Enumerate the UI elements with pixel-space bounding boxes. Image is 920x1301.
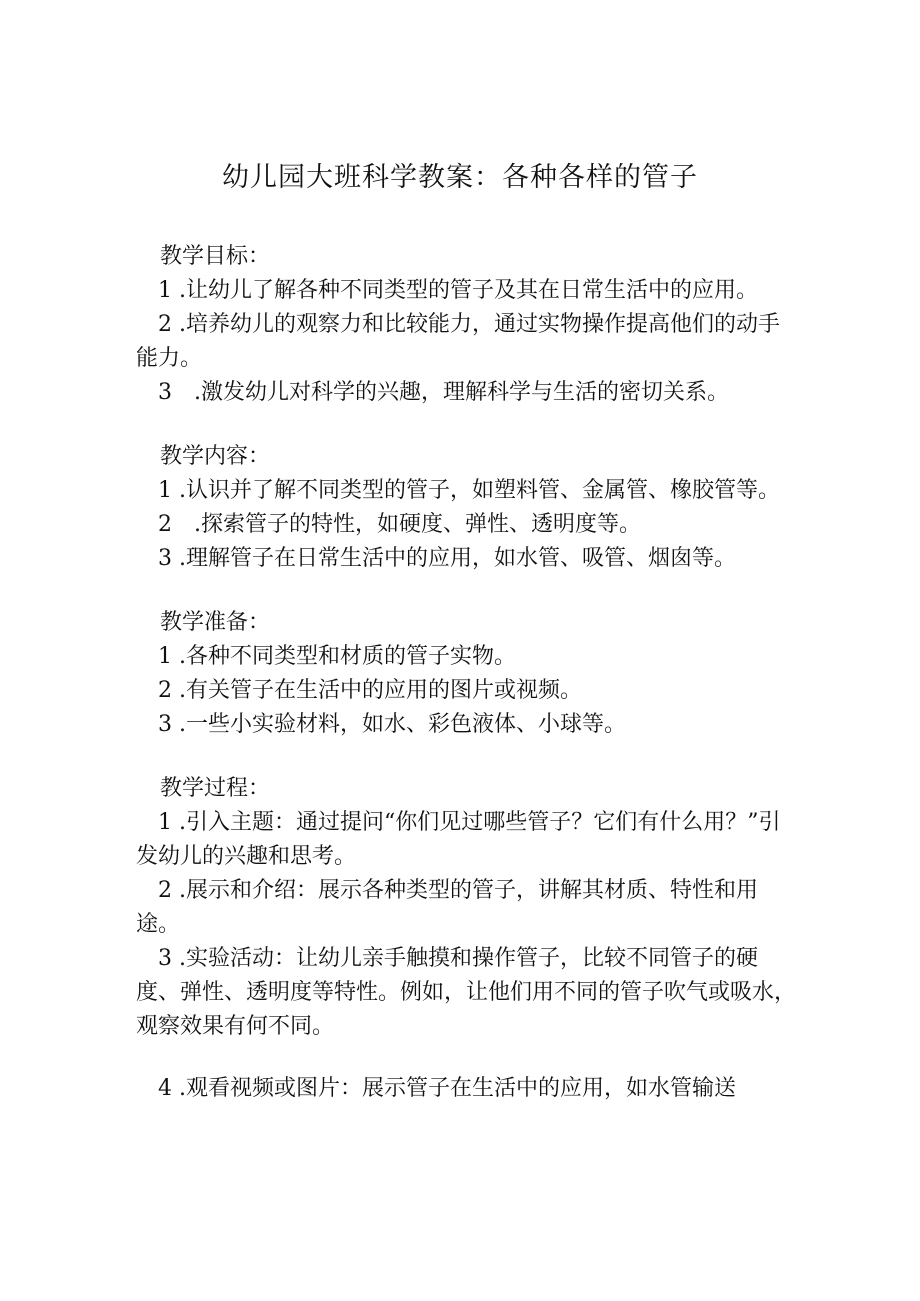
list-item: 2 .有关管子在生活中的应用的图片或视频。: [158, 678, 582, 703]
section-preparation: [136, 606, 796, 742]
list-item: 2 .展示和介绍：展示各种类型的管子，讲解其材质、特性和用途。: [136, 878, 758, 937]
list-item: 4 .观看视频或图片：展示管子在生活中的应用，如水管输送: [158, 1076, 736, 1101]
list-item: 3 .理解管子在日常生活中的应用，如水管、吸管、烟囱等。: [158, 546, 736, 571]
list-item: 1 .让幼儿了解各种不同类型的管子及其在日常生活中的应用。: [158, 278, 758, 303]
section-heading: 教学准备：: [160, 610, 271, 635]
section-heading: 教学过程：: [160, 776, 271, 801]
section-heading: 教学内容：: [160, 444, 271, 469]
section-heading: 教学目标：: [160, 244, 271, 269]
list-item: 2 .培养幼儿的观察力和比较能力，通过实物操作提高他们的动手能力。: [136, 312, 780, 371]
paragraph-gap: [136, 1044, 796, 1072]
list-item: 1 .引入主题：通过提问“你们见过哪些管子？它们有什么用？”引发幼儿的兴趣和思考。: [136, 810, 781, 869]
section-objectives: [136, 240, 796, 410]
document-title: 幼儿园大班科学教案：各种各样的管子: [222, 162, 698, 193]
list-item: 1 .认识并了解不同类型的管子，如塑料管、金属管、橡胶管等。: [158, 478, 780, 503]
section-process: [136, 772, 796, 1106]
list-item: 3 .一些小实验材料，如水、彩色液体、小球等。: [158, 712, 626, 737]
list-item: 2 .探索管子的特性，如硬度、弹性、透明度等。: [158, 512, 641, 537]
list-item: 3 .实验活动：让幼儿亲手触摸和操作管子，比较不同管子的硬度、弹性、透明度等特性。例如，让他们用不同的管子吹气或吸水，观察效果有何不同。: [136, 946, 797, 1039]
list-item: 3 .激发幼儿对科学的兴趣，理解科学与生活的密切关系。: [158, 380, 729, 405]
document-body: [136, 240, 796, 1136]
list-item: 1 .各种不同类型和材质的管子实物。: [158, 644, 516, 669]
section-content: [136, 440, 796, 576]
